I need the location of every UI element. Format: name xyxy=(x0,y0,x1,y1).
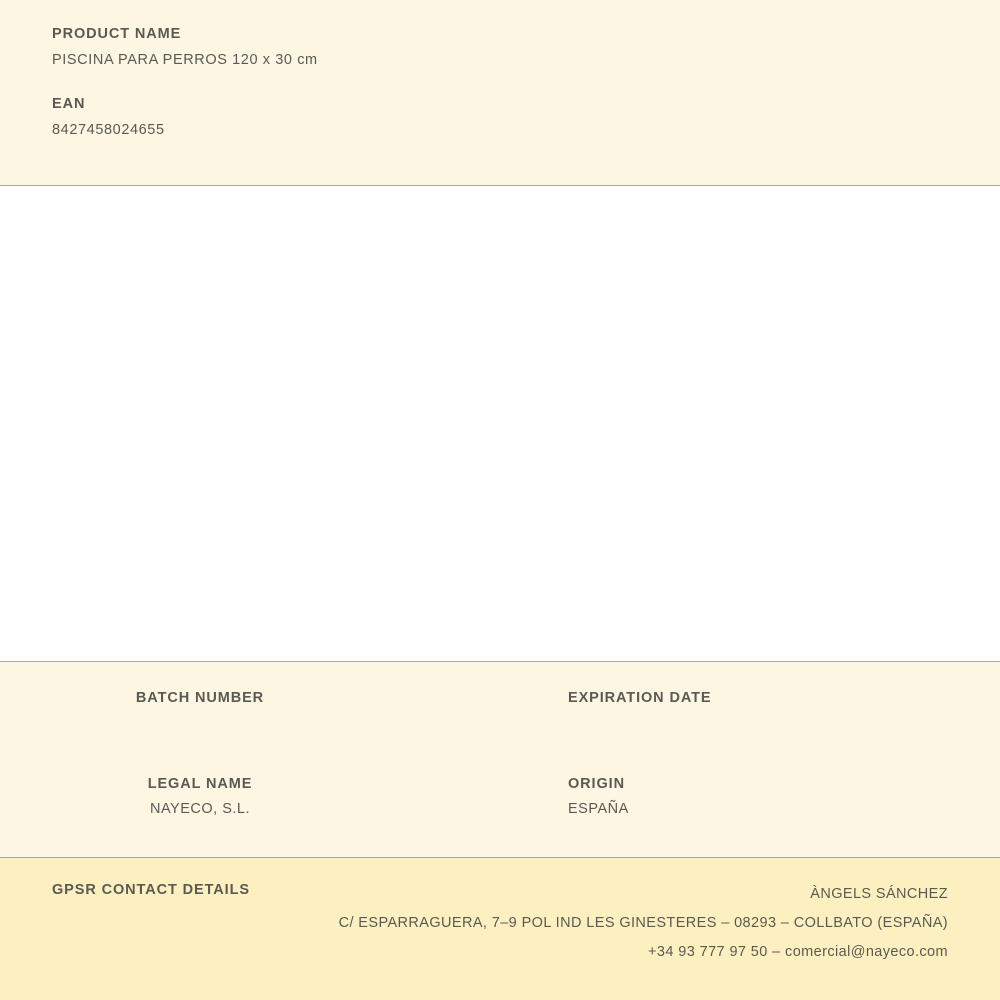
gpsr-contact-name: ÀNGELS SÁNCHEZ xyxy=(810,886,948,902)
batch-number-label: BATCH NUMBER xyxy=(135,690,265,706)
gpsr-contact-phone-email: +34 93 777 97 50 – comercial@nayeco.com xyxy=(648,944,948,960)
product-identity-block xyxy=(0,0,1000,186)
expiration-date-label: EXPIRATION DATE xyxy=(568,690,712,706)
gpsr-contact-address: C/ ESPARRAGUERA, 7–9 POL IND LES GINESTERES – 08293 – COLLBATO (ESPAÑA) xyxy=(338,915,948,931)
ean-label: EAN xyxy=(52,96,86,112)
ean-field xyxy=(52,96,948,138)
legal-name-label: LEGAL NAME xyxy=(147,776,253,793)
gpsr-label: GPSR CONTACT DETAILS xyxy=(52,882,250,898)
product-name-field xyxy=(52,26,948,68)
product-image-area xyxy=(0,186,1000,662)
product-name-value: PISCINA PARA PERROS 120 x 30 cm xyxy=(52,52,318,68)
gpsr-contact-block xyxy=(0,858,1000,1000)
gpsr-contact-details xyxy=(339,880,948,967)
expiration-date-field xyxy=(500,688,1000,712)
origin-label: ORIGIN xyxy=(568,776,625,793)
batch-number-field xyxy=(0,688,500,712)
batch-legal-block xyxy=(0,662,1000,858)
legal-name-value: NAYECO, S.L. xyxy=(149,800,250,817)
product-name-label: PRODUCT NAME xyxy=(52,26,182,42)
origin-value: ESPAÑA xyxy=(568,800,629,817)
legal-name-field xyxy=(0,774,500,819)
batch-row xyxy=(0,688,1000,712)
origin-field xyxy=(500,774,1000,819)
ean-value: 8427458024655 xyxy=(52,122,165,138)
legal-row xyxy=(0,774,1000,819)
